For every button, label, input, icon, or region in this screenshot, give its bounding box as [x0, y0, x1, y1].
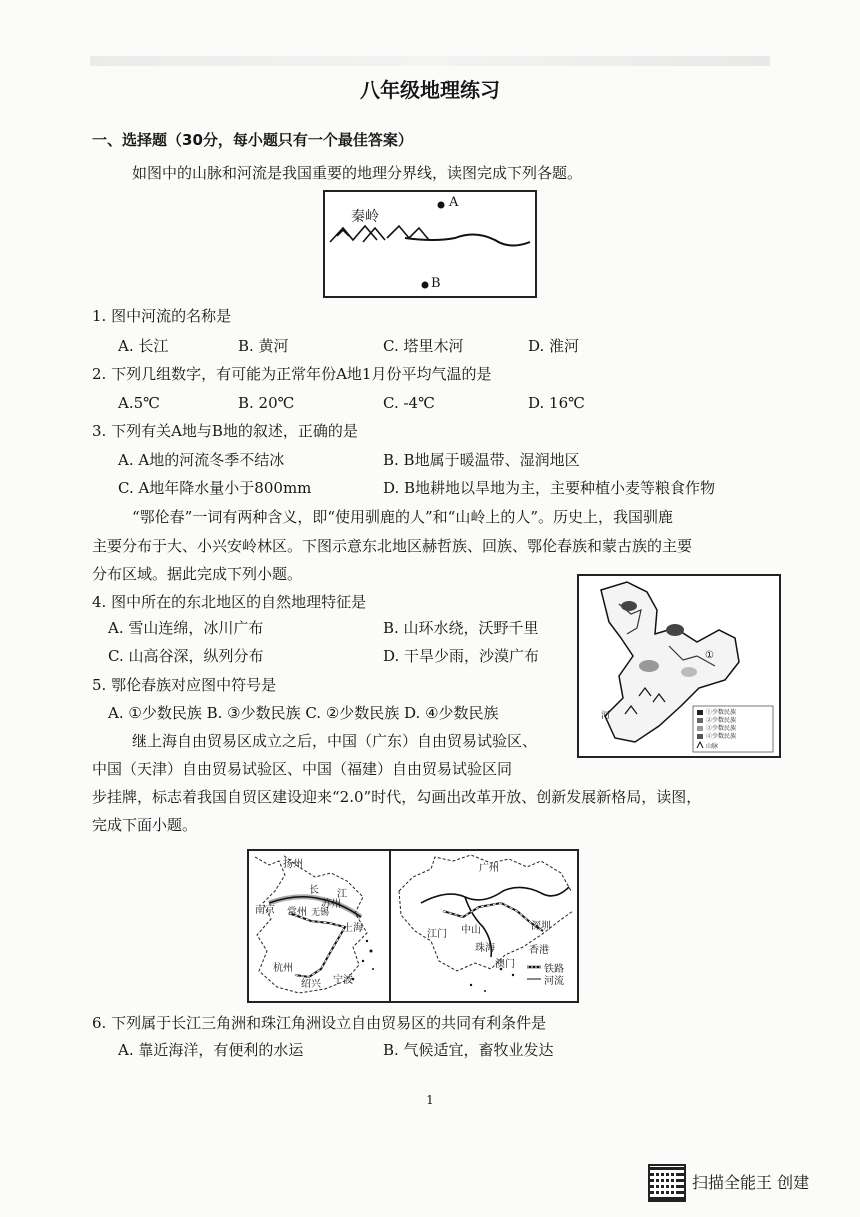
northeast-drawing	[579, 576, 779, 756]
question-2-option-d: D. 16℃	[528, 394, 585, 412]
question-6-stem: 6. 下列属于长江三角洲和珠江角洲设立自由贸易区的共同有利条件是	[92, 1014, 547, 1032]
question-5-options: A. ①少数民族 B. ③少数民族 C. ②少数民族 D. ④少数民族	[108, 704, 499, 722]
legend-railway: 铁路	[544, 964, 564, 975]
figure-pearl-delta	[389, 849, 579, 1003]
mountain-label: 秦岭	[351, 209, 379, 225]
legend-river: 河流	[544, 976, 564, 987]
intro3-line2: 中国（天津）自由贸易试验区、中国（福建）自由贸易试验区同	[92, 760, 513, 778]
intro2-line2: 主要分布于大、小兴安岭林区。下图示意东北地区赫哲族、回族、鄂伦春族和蒙古族的主要	[92, 537, 693, 555]
place-jiang: 江	[337, 889, 347, 900]
section-heading: 一、选择题（30分，每小题只有一个最佳答案）	[92, 131, 413, 149]
place-yangzhou: 扬州	[283, 859, 303, 870]
place-chang: 长	[309, 885, 319, 896]
intro-paragraph: 如图中的山脉和河流是我国重要的地理分界线，读图完成下列各题。	[132, 164, 583, 182]
intro2-line3: 分布区域。据此完成下列小题。	[92, 565, 303, 583]
place-guangzhou: 广州	[479, 863, 499, 874]
question-6-option-b: B. 气候适宜，畜牧业发达	[383, 1041, 554, 1059]
place-hongkong: 香港	[529, 945, 549, 956]
question-3-option-b: B. B地属于暖温带、湿润地区	[383, 451, 580, 469]
question-2-option-c: C. -4℃	[383, 394, 435, 412]
question-1-stem: 1. 图中河流的名称是	[92, 307, 232, 325]
question-4-option-b: B. 山环水绕，沃野千里	[383, 619, 539, 637]
question-3-option-a: A. A地的河流冬季不结冰	[118, 451, 285, 469]
question-2-stem: 2. 下列几组数字，有可能为正常年份A地1月份平均气温的是	[92, 365, 492, 383]
place-macau: 澳门	[495, 959, 515, 970]
scanner-watermark	[640, 1160, 850, 1200]
intro3-line4: 完成下面小题。	[92, 816, 198, 834]
region-gray-1	[639, 660, 659, 672]
question-4-option-a: A. 雪山连绵，冰川广布	[108, 619, 264, 637]
river-label: 河	[601, 711, 611, 721]
question-5-stem: 5. 鄂伦春族对应图中符号是	[92, 676, 277, 694]
page-number: 1	[426, 1093, 434, 1107]
legend-item-3: ③少数民族	[706, 725, 737, 732]
place-hangzhou: 杭州	[273, 963, 293, 974]
page-title: 八年级地理练习	[360, 78, 500, 102]
question-4-option-d: D. 干旱少雨，沙漠广布	[383, 647, 540, 665]
place-zhuhai: 珠海	[475, 943, 495, 954]
intro3-line3: 步挂牌，标志着我国自贸区建设迎来“2.0”时代，勾画出改革开放、创新发展新格局，读图，	[92, 788, 702, 806]
place-suzhou: 苏州	[321, 899, 341, 910]
place-ningbo: 宁波	[333, 975, 353, 986]
watermark-text: 扫描全能王 创建	[692, 1173, 810, 1192]
legend-item-2: ②少数民族	[706, 717, 737, 724]
legend-item-1: ①少数民族	[706, 709, 737, 716]
question-1-option-a: A. 长江	[118, 337, 169, 355]
question-2-option-a: A.5℃	[118, 394, 160, 412]
place-shanghai: 上海	[343, 923, 363, 934]
legend-item-5: 山脉	[706, 743, 719, 750]
place-zhongshan: 中山	[461, 925, 481, 936]
place-shenzhen: 深圳	[531, 921, 551, 932]
place-shaoxing: 绍兴	[301, 979, 321, 990]
place-wuxi: 无锡	[311, 908, 330, 918]
question-1-option-c: C. 塔里木河	[383, 337, 464, 355]
place-jiangmen: 江门	[427, 929, 447, 940]
question-6-option-a: A. 靠近海洋，有便利的水运	[118, 1041, 304, 1059]
point-b-dot	[422, 282, 429, 289]
figure-northeast-map	[577, 574, 781, 758]
figure-qinling-map	[323, 190, 537, 298]
intro3-line1: 继上海自由贸易区成立之后，中国（广东）自由贸易试验区、	[132, 732, 538, 750]
question-1-option-d: D. 淮河	[528, 337, 580, 355]
question-3-option-c: C. A地年降水量小于800mm	[118, 479, 312, 497]
qr-code-icon	[648, 1164, 686, 1202]
point-a-label: A	[449, 195, 459, 210]
marker-1: ①	[705, 650, 714, 661]
question-4-stem: 4. 图中所在的东北地区的自然地理特征是	[92, 593, 367, 611]
question-3-stem: 3. 下列有关A地与B地的叙述，正确的是	[92, 422, 358, 440]
legend-item-4: ④少数民族	[706, 733, 737, 740]
bleed-through-text	[90, 56, 770, 66]
point-b-label: B	[431, 276, 441, 291]
intro2-line1: “鄂伦春”一词有两种含义，即“使用驯鹿的人”和“山岭上的人”。历史上，我国驯鹿	[132, 508, 674, 526]
region-gray-2	[681, 667, 697, 677]
question-2-option-b: B. 20℃	[238, 394, 295, 412]
question-1-option-b: B. 黄河	[238, 337, 289, 355]
question-3-option-d: D. B地耕地以旱地为主，主要种植小麦等粮食作物	[383, 479, 716, 497]
region-dark-1	[621, 601, 637, 611]
point-a-dot	[438, 202, 445, 209]
question-4-option-c: C. 山高谷深，纵列分布	[108, 647, 264, 665]
figure-yangtze-delta	[247, 849, 391, 1003]
place-nanjing: 南京	[255, 905, 275, 916]
place-changzhou: 常州	[287, 907, 307, 918]
region-dark-2	[666, 624, 684, 636]
